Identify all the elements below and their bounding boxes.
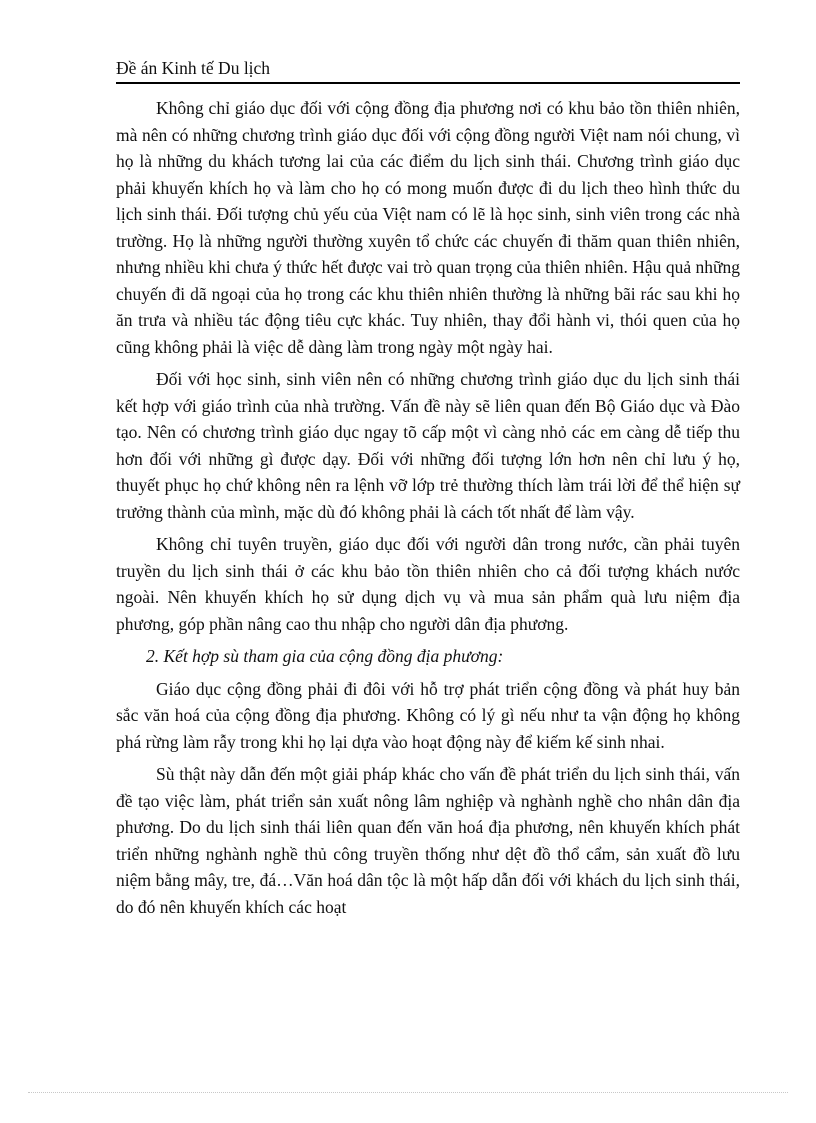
footer-divider [28,1092,788,1093]
paragraph-community-support: Giáo dục cộng đồng phải đi đôi với hỗ trợ phát triển cộng đồng và phát huy bản sắc văn hoá của cộng đồng địa phương. Không có lý gì nếu như ta vận động họ không phá rừng làm rẫy trong khi họ lại dựa vào hoạt động này để kiếm kế sinh nhai. [116,678,740,752]
document-body [116,95,740,926]
page-header [116,56,740,84]
paragraph-alternative-solution: Sù thật này dẫn đến một giải pháp khác cho vấn đề phát triển du lịch sinh thái, vấn đề tạo việc làm, phát triển sản xuất nông lâm nghiệp và nghành nghề cho nhân dân địa phương. Do du lịch sinh thái liên quan đến văn hoá địa phương, nên khuyến khích phát triển những nghành nghề thủ công truyền thống như dệt đồ thổ cẩm, sản xuất đồ lưu niệm bằng mây, tre, đá…Văn hoá dân tộc là một hấp dẫn đối với khách du lịch sinh thái, do đó nên khuyến khích các hoạt [116,764,740,917]
section-heading: 2. Kết hợp sù tham gia của cộng đồng địa phương: [146,646,504,666]
paragraph-education-community: Không chỉ giáo dục đối với cộng đồng địa phương nơi có khu bảo tồn thiên nhiên, mà nên có những chương trình giáo dục đối với cộng đồng người Việt nam nói chung, vì họ là những du khách tương lai của các điểm du lịch sinh thái. Chương trình giáo dục phải khuyến khích họ và làm cho họ có mong muốn được đi du lịch theo hình thức du lịch sinh thái. Đối tượng chủ yếu của Việt nam có lẽ là học sinh, sinh viên trong các nhà trường. Họ là những người thường xuyên tổ chức các chuyến đi thăm quan thiên nhiên, nhưng nhiều khi chưa ý thức hết được vai trò quan trọng của thiên nhiên. Hậu quả những chuyến đi dã ngoại của họ trong các khu thiên nhiên thường là những bãi rác sau khi họ ăn trưa và nhiều tác động tiêu cực khác. Tuy nhiên, thay đổi hành vi, thói quen của họ cũng không phải là việc dễ dàng làm trong ngày một ngày hai. [116,98,740,357]
paragraph-students: Đối với học sinh, sinh viên nên có những chương trình giáo dục du lịch sinh thái kết hợp với giáo trình của nhà trường. Vấn đề này sẽ liên quan đến Bộ Giáo dục và Đào tạo. Nên có chương trình giáo dục ngay tõ cấp một vì càng nhỏ các em càng dễ tiếp thu hơn đối với những gì được dạy. Đối với những đối tượng lớn hơn nên chỉ lưu ý họ, thuyết phục họ chứ không nên ra lệnh vỡ lớp trẻ thường thích làm trái lời để thể hiện sự trưởng thành của mình, mặc dù đó không phải là cách tốt nhất để làm vậy. [116,369,740,522]
paragraph-foreign-visitors: Không chỉ tuyên truyền, giáo dục đối với người dân trong nước, cần phải tuyên truyền du lịch sinh thái ở các khu bảo tồn thiên nhiên cho cả đối tượng khách nước ngoài. Nên khuyến khích họ sử dụng dịch vụ và mua sản phẩm quà lưu niệm địa phương, góp phần nâng cao thu nhập cho người dân địa phương. [116,534,740,634]
header-title: Đề án Kinh tế Du lịch [116,58,271,78]
